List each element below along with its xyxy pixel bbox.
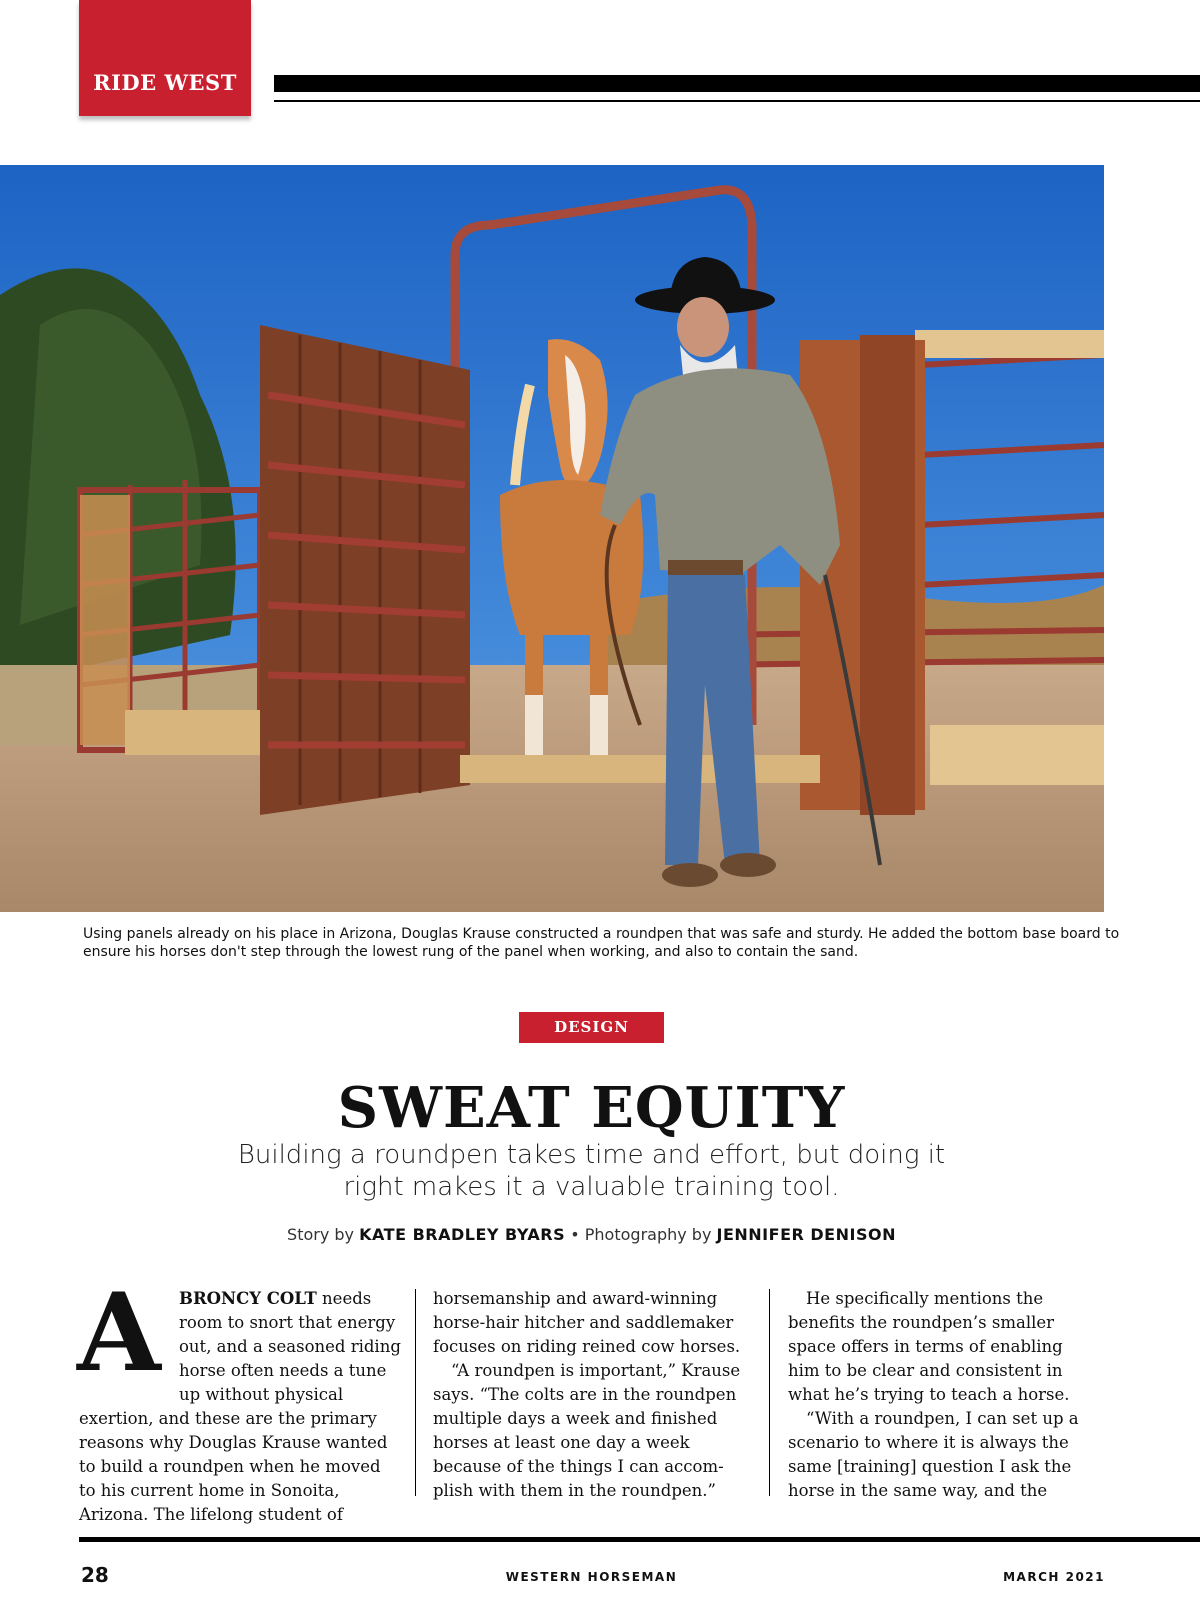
- byline-story-prefix: Story by: [287, 1225, 355, 1244]
- body-paragraph: [77, 1270, 401, 1527]
- body-column-3: [788, 1287, 1098, 1503]
- lead-in: BRONCY COLT: [179, 1289, 317, 1308]
- page-number: 28: [81, 1563, 109, 1587]
- byline-separator: •: [570, 1225, 580, 1244]
- header-rule-thin: [274, 100, 1200, 102]
- drop-cap: A: [77, 1270, 161, 1396]
- deck: Building a roundpen takes time and effort, but doing it right makes it a valuable training tool.: [237, 1140, 946, 1202]
- byline-photo-prefix: Photography by: [584, 1225, 712, 1244]
- body-column-1: [77, 1270, 401, 1527]
- column-rule: [769, 1289, 770, 1496]
- category-kicker: DESIGN: [519, 1012, 664, 1043]
- byline: [0, 1225, 1183, 1244]
- hero-photo: [0, 165, 1104, 912]
- byline-photographer: JENNIFER DENISON: [716, 1225, 896, 1244]
- header-rule: [274, 75, 1200, 92]
- body-column-2: [433, 1287, 751, 1503]
- byline-author: KATE BRADLEY BYARS: [359, 1225, 566, 1244]
- body-paragraph: He specifically mentions the benefits the roundpen’s smaller space offers in terms of enabling him to be clear and consistent in what he’s trying to teach a horse.: [788, 1289, 1070, 1404]
- body-paragraph: “With a roundpen, I can set up a scenario to where it is always the same [training] question I ask the horse in the same way, and the: [788, 1409, 1079, 1500]
- body-text: needs room to snort that energy out, and a seasoned riding horse often needs a tune up without physical exertion, and these are the primary reasons why Douglas Krause wanted to build a roundpen when he moved to his current home in Sonoita, Arizona. The lifelong student of: [79, 1289, 401, 1524]
- body-paragraph: horsemanship and award-winning horse-hair hitcher and saddlemaker focuses on riding reined cow horses.: [433, 1289, 741, 1356]
- footer-rule: [79, 1537, 1200, 1542]
- body-paragraph: “A roundpen is important,” Krause says. “The colts are in the roundpen multiple days a week and finished horses at least one day a week because of the things I can accomplish with them in the roundpen.”: [433, 1361, 741, 1500]
- issue-date: MARCH 2021: [1003, 1570, 1105, 1584]
- publication-name: WESTERN HORSEMAN: [505, 1570, 678, 1584]
- headline: SWEAT EQUITY: [337, 1075, 846, 1141]
- photo-caption: Using panels already on his place in Arizona, Douglas Krause constructed a roundpen that was safe and sturdy. He added the bottom base board to ensure his horses don't step through the lowest rung of the panel when working, and also to contain the sand.: [83, 926, 1120, 960]
- section-label: RIDE WEST: [93, 70, 237, 95]
- section-tab: [79, 0, 251, 116]
- column-rule: [415, 1289, 416, 1496]
